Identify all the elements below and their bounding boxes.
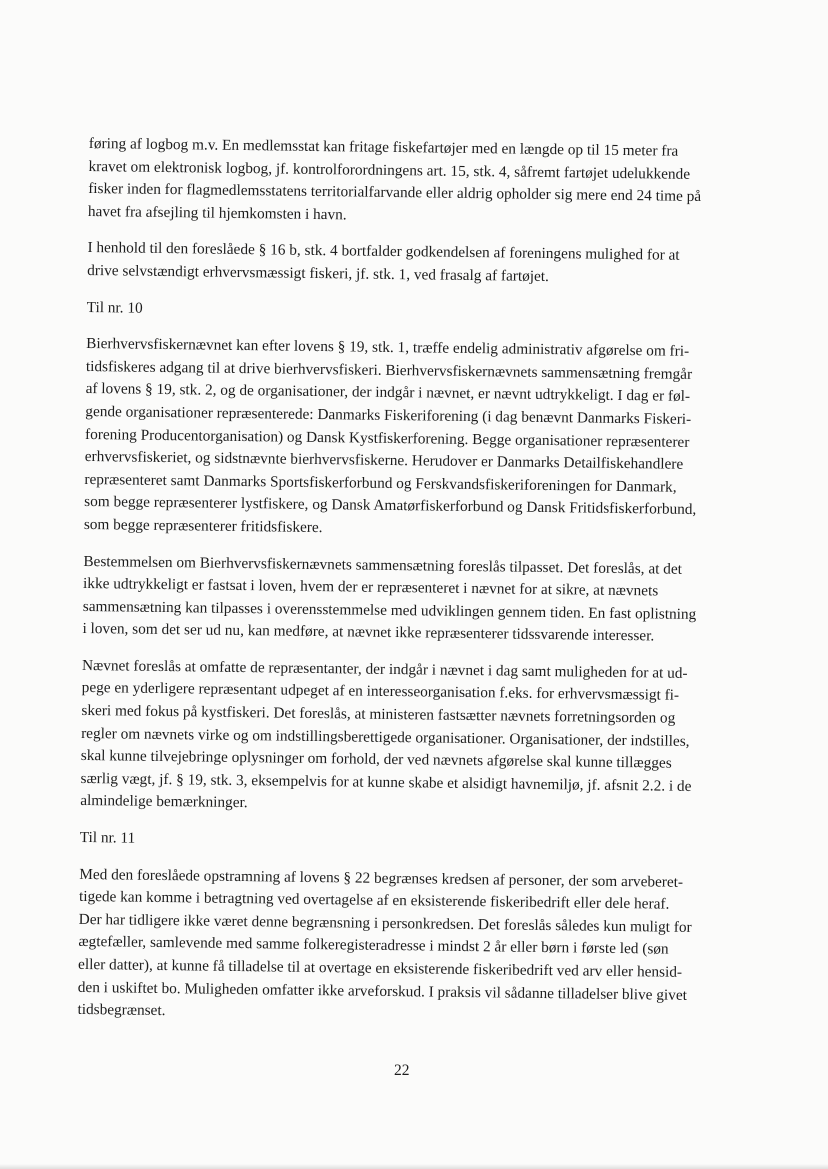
text-line: skeri med fokus på kystfiskeri. Det foreslås, at ministeren fastsætter nævnets forretningsorden og bbox=[81, 702, 676, 727]
text-line: tidsbegrænset. bbox=[77, 1001, 166, 1020]
paragraph-composition bbox=[82, 550, 733, 649]
text-line: pege en yderligere repræsentant udpeget af en interesseorganisation f.eks. for erhvervsmæssigt fi- bbox=[81, 679, 680, 705]
text-line: Bestemmelsen om Bierhvervsfiskernævnets sammensætning foreslås tilpasset. Det foreslås, at det bbox=[83, 552, 683, 578]
text-line: havet fra afsejling til hjemkomsten i havn. bbox=[87, 202, 347, 224]
text-line: ikke udtrykkeligt er fastsat i loven, hvem der er repræsenteret i nævnet for at sikre, at nævnets bbox=[82, 575, 659, 600]
text-line: føring af logbog m.v. En medlemsstat kan fritage fiskefartøjer med en længde op til 15 meter fra bbox=[88, 134, 679, 160]
text-line: forening Producentorganisation) og Dansk Kystfiskerforening. Begge organisationer repræsenterer bbox=[84, 425, 690, 451]
text-line: den i uskiftet bo. Muligheden omfatter ikke arveforskud. I praksis vil sådanne tilladelser blive givet bbox=[77, 978, 688, 1004]
text-line: drive selvstændigt erhvervsmæssigt fiskeri, jf. stk. 1, ved frasalg af fartøjet. bbox=[87, 261, 550, 286]
text-line: tidsfiskeres adgang til at drive bierhvervsfiskeri. Bierhvervsfiskernævnets sammensætning fremgår bbox=[85, 357, 693, 383]
paragraph-inheritance bbox=[77, 864, 729, 1031]
text-line: erhvervsfiskeriet, og sidstnævnte bierhvervsfiskerne. Herudover er Danmarks Detailfiskehandlere bbox=[84, 448, 684, 473]
text-line: fisker inden for flagmedlemsstatens territorialfarvande eller aldrig opholder sig mere end 24 time på bbox=[88, 180, 702, 206]
text-line: repræsenteret samt Danmarks Sportsfiskerforbund og Ferskvandsfiskeriforeningen for Danmark, bbox=[84, 470, 677, 496]
page-number: 22 bbox=[394, 1062, 410, 1079]
text-line: eller datter), at kunne få tilladelse til at overtage en eksisterende fiskeribedrift ved arv eller hensid- bbox=[78, 955, 683, 981]
heading-text: Til nr. 10 bbox=[86, 298, 143, 317]
text-line: som begge repræsenterer lystfiskere, og Dansk Amatørfiskerforbund og Dansk Fritidsfiskerforbund, bbox=[84, 493, 697, 519]
text-line: sammensætning kan tilpasses i overensstemmelse med udviklingen gennem tiden. En fast oplistning bbox=[82, 597, 697, 623]
text-line: Nævnet foreslås at omfatte de repræsentanter, der indgår i nævnet i dag samt muligheden for at ud- bbox=[81, 656, 688, 682]
text-line: almindelige bemærkninger. bbox=[80, 792, 248, 812]
text-line: I henhold til den foreslåede § 16 b, stk. 4 bortfalder godkendelsen af foreningens mulighed for at bbox=[87, 239, 680, 265]
paragraph-approval bbox=[87, 237, 738, 291]
text-line: ægtefæller, samlevende med samme folkeregisteradresse i mindst 2 år eller børn i første led (søn bbox=[78, 933, 669, 959]
text-line: i loven, som det ser ud nu, kan medføre, at nævnet ikke repræsenterer tidssvarende interesser. bbox=[82, 620, 655, 645]
paragraph-representatives bbox=[80, 655, 732, 822]
text-line: af lovens § 19, stk. 2, og de organisationer, der indgår i nævnet, er nævnt udtrykkeligt. I dag er føl- bbox=[85, 380, 691, 406]
text-line: regler om nævnets virke og om indstillingsberettigede organisationer. Organisationer, der indstilles, bbox=[81, 724, 690, 750]
text-line: gende organisationer repræsenterede: Danmarks Fiskeriforening (i dag benævnt Danmarks Fiskeri- bbox=[85, 402, 692, 428]
text-line: tigede kan komme i betragtning ved overtagelse af en eksisterende fiskeribedrift eller dele heraf. bbox=[78, 888, 670, 913]
text-line: Med den foreslåede opstramning af lovens § 22 begrænses kredsen af personer, der som arveberet- bbox=[79, 865, 684, 891]
text-line: som begge repræsenterer fritidsfiskere. bbox=[83, 515, 323, 536]
text-line: Bierhvervsfiskernævnet kan efter lovens § 19, stk. 1, træffe endelig administrativ afgørelse om fri- bbox=[86, 335, 690, 361]
text-line: særlig vægt, jf. § 19, stk. 3, eksempelvis for at kunne skabe et alsidigt havnemiljø, jf. afsnit 2.2. i de bbox=[80, 769, 692, 795]
paragraph-board bbox=[84, 333, 737, 545]
text-line: Der har tidligere ikke været denne begrænsning i personkredsen. Det foreslås således kun muligt for bbox=[78, 910, 692, 936]
page-body bbox=[77, 133, 739, 1030]
heading-text: Til nr. 11 bbox=[79, 828, 136, 847]
text-line: kravet om elektronisk logbog, jf. kontrolforordningens art. 15, stk. 4, såfremt fartøjet udelukkende bbox=[88, 157, 691, 183]
paragraph-logbook bbox=[88, 133, 739, 232]
text-line: skal kunne tilvejebringe oplysninger om forhold, der ved nævnets afgørelse skal kunne tillægges bbox=[80, 747, 672, 772]
scan-edge-shadow bbox=[0, 1164, 828, 1169]
